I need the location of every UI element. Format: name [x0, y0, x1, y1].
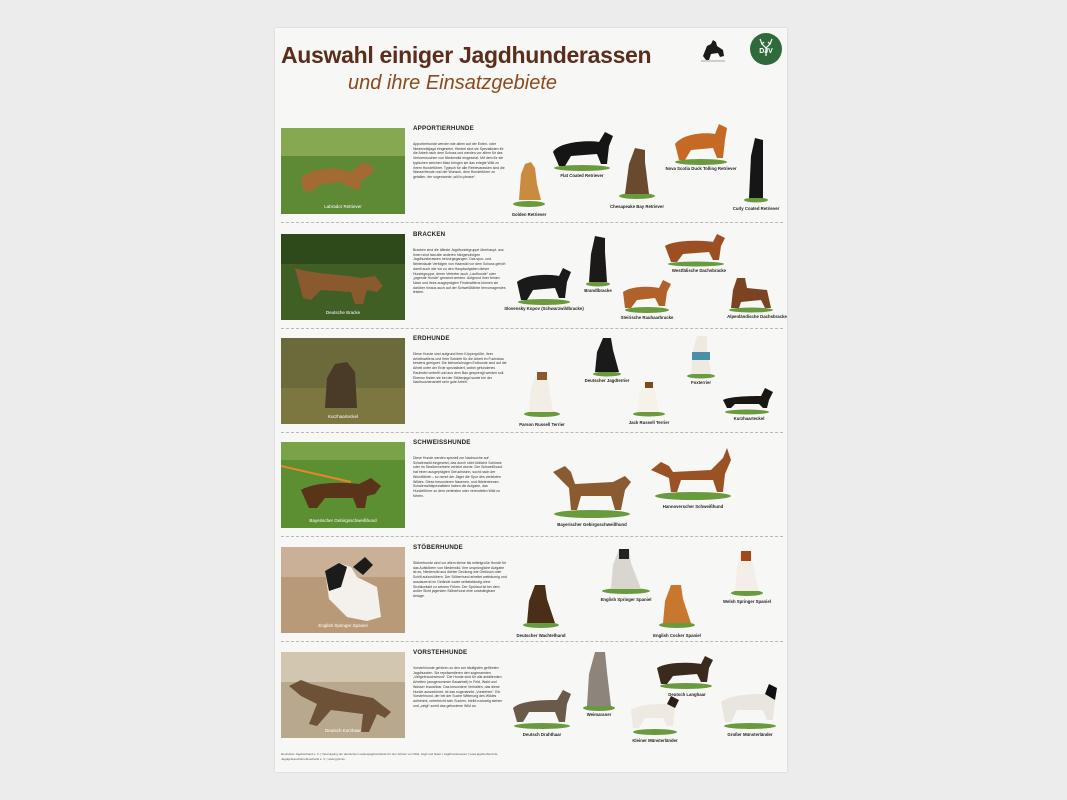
dog-label: Slovensky Kopov (Schwarzwildbracke)	[504, 306, 584, 311]
dog-grosser-muensterlaender	[717, 678, 783, 735]
dog-label: English Springer Spaniel	[600, 597, 652, 602]
section-divider	[281, 328, 783, 329]
section-photo	[281, 338, 405, 424]
section-text: Diese Hunde sind aufgrund ihrer Körpergröße, ihrer Arbeitswillens und ihrer Schärfe für die Arbeit im Fuchsbau bestens geeignet. Die kleinwüchsigen Erdhunde sind auf die Arbeit unter der Erde spezialisiert, wobei gefundenes Raubwild verbellt und aus dem Bau gesprengt werden soll. Ebenso finden sie bei der Stöberjagd sowie bei der Nachsuchenarbeit sehr gute Arbeit.	[413, 352, 507, 385]
dog-label: Flat Coated Retriever	[560, 173, 604, 178]
photo-caption: English Springer Spaniel	[318, 623, 368, 628]
dog-label: Kleiner Münsterländer	[632, 738, 678, 743]
dog-bayerischer-gebirgsschweisshund	[547, 456, 637, 525]
dog-slovensky-kopov	[504, 262, 584, 311]
dog-welsh-springer-spaniel	[723, 543, 771, 604]
dog-label: Deutscher Wachtelhund	[516, 633, 566, 638]
section-heading: ERDHUNDE	[413, 335, 450, 342]
footer-line-1: Deutscher Jagdverband e. V. | Vereinigung der deutschen Landesjagdverbände für den Schutz von Wild, Jagd und Natur | Jagdhundewesen | www.jagdverband.de	[281, 752, 498, 756]
photo-caption: Kurzhaarteckel	[327, 414, 358, 419]
dog-curly-coated-retriever	[732, 132, 780, 211]
djv-deer-logo-icon	[749, 32, 783, 66]
section-text: Bracken sind die älteste Jagdhundegruppe überhaupt, aus ihnen sind fast alle anderen hängenohrigen Jagdhunderassen hervorgegangen. Das spur- und fährtenlaute Verfolgen von Haarwild vor dem Schuss gehört damit auch wie vor zu den Hauptaufgaben dieser Hundegruppe, deren Vertreter auch „Laufhunde“ oder „jagende Hunde“ genannt werden. Aufgrund ihrer feinen Nase und ihres ausgeprägten Finderwillens können sie darüber hinaus auch auf der Schweißfährte hervorragendes leisten.	[413, 248, 506, 295]
photo-caption: Deutsch Kurzhaar	[324, 728, 362, 733]
dog-parson-russell-terrier	[519, 364, 565, 427]
dog-brandlbracke	[583, 230, 613, 293]
dog-label: Jack Russell Terrier	[628, 420, 670, 425]
section-text: Stöberhunde sind vor allem kleine bis mittelgroße Hunde für das Aufstöbern von Niederwild. Ihre ursprüngliche Aufgabe ist es, Niederwild aus dichter Deckung wie Gebüsch oder Schilf aufzustöbern. Der Stöberhund arbeitet weiträumig und ausdauernd im Gelände sowie selbstständig ohne Sichtkontakt zu seinem Führer. Der Spürlaut ist bei dem außer Sicht jagenden Stöberhund eine unabdingbare Anlage.	[413, 561, 507, 598]
dog-label: Deutsch Drahthaar	[522, 732, 562, 737]
section-heading: BRACKEN	[413, 231, 446, 238]
poster-footer	[281, 752, 781, 762]
dog-label: Deutsch Langhaar	[668, 692, 706, 697]
dog-label: Chesapeake Bay Retriever	[610, 204, 664, 209]
dog-deutscher-jagdterrier	[584, 332, 630, 383]
section-text: Vorstehhunde gehören zu den am häufigsten geführten Jagdhunden. Sie repräsentieren den sogenannten „Vollgebrauchshund“. Die Hunde sind für alle anfallenden Arbeiten (ausgenommen Bauarbeit) in Feld, Wald und Wasser brauchbar. Das besondere Verhalten, das diese Hunde auszeichnet, ist das sogenannte „Vorstehen“. Ein Vorstehhund, der bei der Suche Witterung des Wildes aufnimmt, unterbricht sein Suchen, bleibt ruckartig stehen und „zeigt“ somit das gefundene Wild an.	[413, 666, 503, 708]
dog-english-cocker-spaniel	[653, 577, 701, 638]
dog-label: Brandlbracke	[584, 288, 612, 293]
section-divider	[281, 536, 783, 537]
dog-golden-retriever	[511, 144, 547, 215]
dog-label: Golden Retriever	[511, 212, 547, 217]
photo-caption: Labrador Retriever	[324, 204, 362, 209]
poster	[275, 28, 787, 772]
section-photo	[281, 547, 405, 633]
dog-label: Großer Münsterländer	[727, 732, 773, 737]
poster-subtitle: und ihre Einsatzgebiete	[348, 72, 558, 94]
section-text: Diese Hunde werden speziell zur Nachsuche auf Schalenwild eingesetzt, das durch nicht tödliche Schüsse oder im Straßenverkehr verletzt wurde. Der Schweißhund hat einen ausgeprägten Geruchssinn, sucht nach der Wundfährte – so nennt der Jäger die Spur des verletzten Wildes. Diese besonderen Nasenen- und fährtentreuen Schalenwildspezialisten haben die Aufgabe, das Hundeführer zu dem verletzten oder verendeten Wild zu führen.	[413, 456, 503, 498]
section-divider	[281, 641, 783, 642]
footer-line-2: Jagdgebrauchshundverband e. V. | www.jghv.de	[281, 757, 345, 761]
section-photo	[281, 652, 405, 738]
dog-label: Bayerischer Gebirgsschweißhund	[557, 522, 627, 527]
dog-kurzhaarteckel	[719, 384, 775, 421]
dog-label: Parson Russell Terrier	[519, 422, 565, 427]
dog-label: English Cocker Spaniel	[653, 633, 701, 638]
section-heading: SCHWEISSHUNDE	[413, 439, 471, 446]
dog-alpenlaendische-dachsbracke	[723, 270, 787, 319]
poster-title: Auswahl einiger Jagdhunderassen	[281, 42, 652, 68]
dog-chesapeake-bay-retriever	[610, 138, 664, 209]
dog-flat-coated-retriever	[547, 122, 617, 179]
section-divider	[281, 222, 783, 223]
photo-caption: Deutsche Bracke	[325, 310, 361, 315]
section-divider	[281, 432, 783, 433]
dog-nova-scotia-duck-tolling-retriever	[665, 118, 737, 173]
section-heading: APPORTIERHUNDE	[413, 125, 474, 132]
dog-jack-russell-terrier	[629, 376, 669, 423]
dog-label: Hannoverscher Schweißhund	[662, 504, 724, 509]
djv-logo-text: DJV	[759, 48, 773, 55]
dog-label: Curly Coated Retriever	[732, 206, 780, 211]
dog-deutsch-langhaar	[653, 650, 719, 695]
dog-label: Foxterrier	[690, 380, 712, 385]
section-photo	[281, 234, 405, 320]
dog-label: Alpenländische Dachsbracke	[727, 314, 787, 319]
dog-deutsch-drahthaar	[507, 682, 577, 735]
section-heading: STÖBERHUNDE	[413, 544, 463, 551]
hunting-dog-logo-icon	[697, 34, 729, 68]
section-heading: VORSTEHHUNDE	[413, 649, 468, 656]
dog-label: Weimaraner	[586, 712, 612, 717]
dog-steirische-rauhaarbracke	[619, 274, 675, 319]
section-photo	[281, 442, 405, 528]
dog-english-springer-spaniel	[597, 541, 655, 600]
dog-foxterrier	[683, 330, 719, 385]
section-text: Apportierhunde werden wie allem auf der Enten- oder Niederwildjagd eingesetzt. Hierbei sind sie Spezialisten für die Arbeit nach dem Schuss und werden vor allem für das Verlorensuchen von Niederwild eingesetzt. Mit dem für sie typischen weichen Maul bringen sie das erlegte Wild zu ihrem Hundeführer. Typisch für alle Retrievarassen sind die Wasserfreude und der Wunsch, dem Hundeführer zu gefallen, der sogenannte „will to please“.	[413, 142, 505, 179]
dog-deutscher-wachtelhund	[516, 577, 566, 638]
dog-label: Westfälische Dachsbracke	[671, 268, 727, 273]
section-photo	[281, 128, 405, 214]
dog-weimaraner	[579, 646, 619, 717]
photo-caption: Bayerischer Gebirgsschweißhund	[309, 518, 377, 523]
dog-label: Nova Scotia Duck Tolling Retriever	[665, 166, 737, 171]
dog-label: Deutscher Jagdterrier	[584, 378, 630, 383]
dog-label: Steirische Rauhaarbracke	[620, 315, 674, 320]
dog-label: Welsh Springer Spaniel	[723, 599, 771, 604]
dog-westfaelische-dachsbracke	[661, 230, 731, 273]
dog-kleiner-muensterlaender	[627, 690, 683, 741]
dog-label: Kurzhaarteckel	[733, 416, 765, 421]
dog-hannoverscher-schweisshund	[647, 442, 739, 507]
